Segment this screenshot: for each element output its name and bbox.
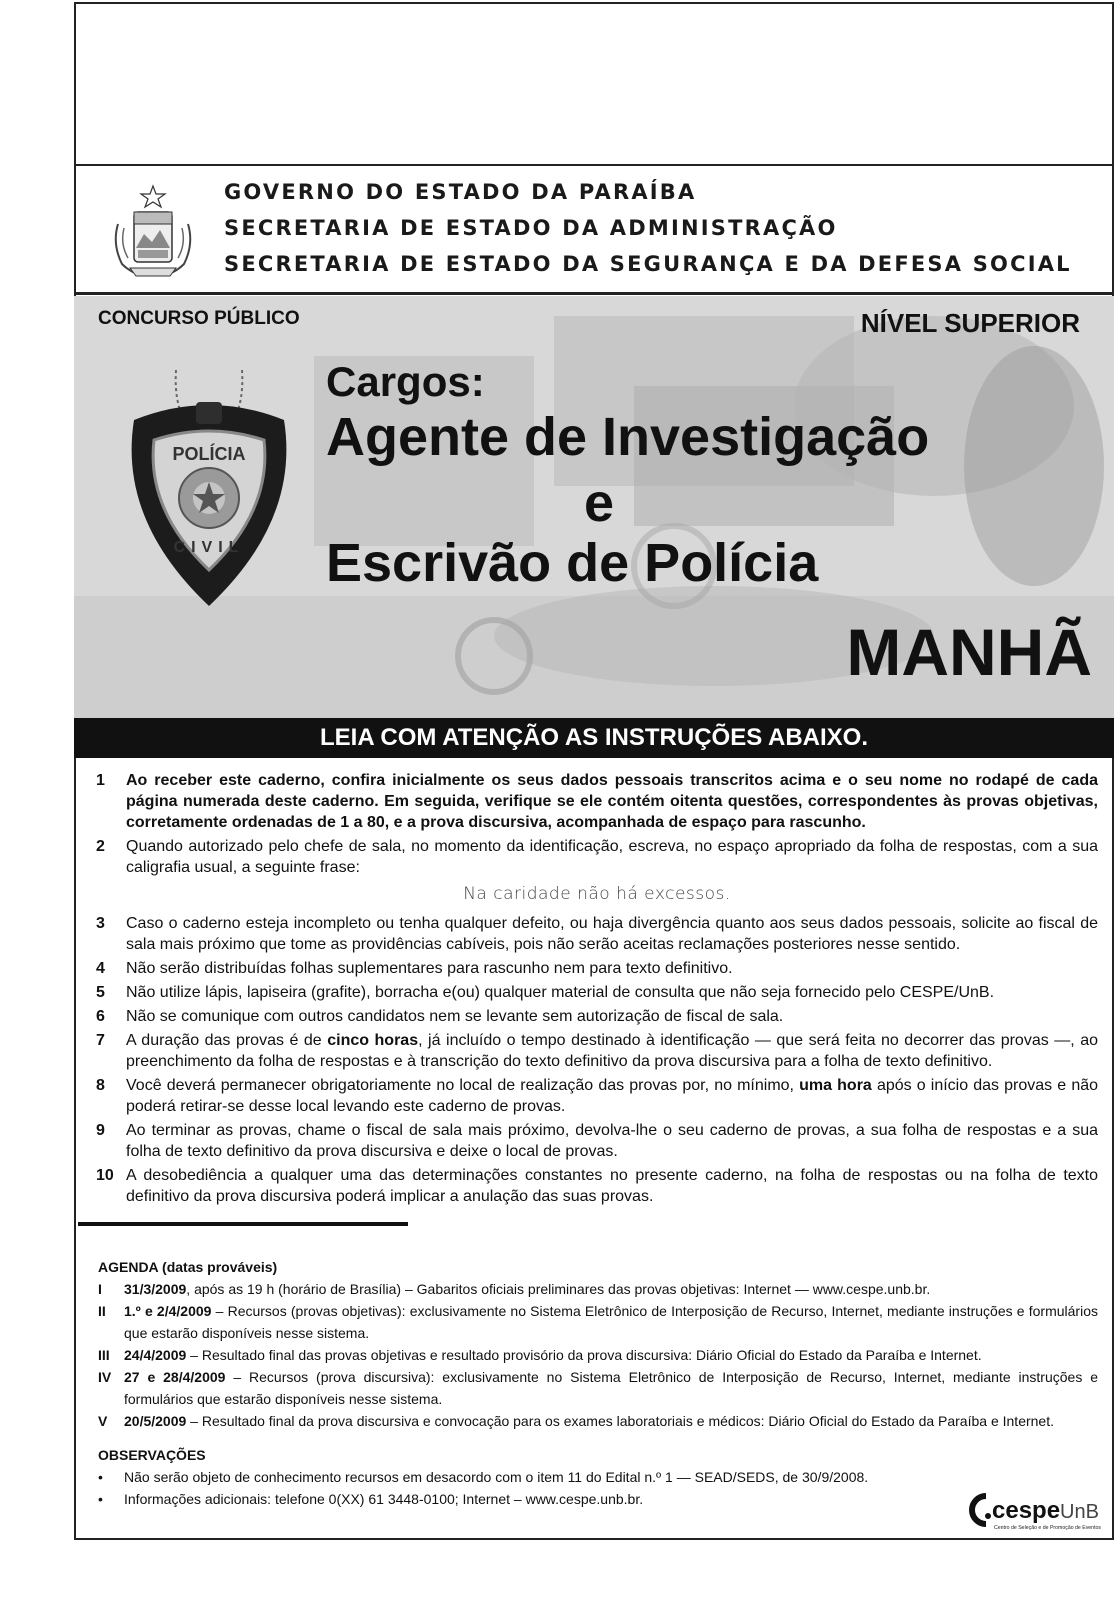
cespe-logo-name: cespe <box>992 1497 1061 1524</box>
agenda-title: AGENDA (datas prováveis) <box>98 1259 278 1275</box>
cargo-agente: Agente de Investigação <box>326 407 930 467</box>
instruction-text: Você deverá permanecer obrigatoriamente no local de realização das provas por, no mínimo, uma hora após o início das provas e não poderá retirar-se desse local levando este caderno de provas. <box>126 1077 1099 1115</box>
instruction-item: 2 Quando autorizado pelo chefe de sala, no momento da identificação, escreva, no espaço apropriado da folha de respostas, com a sua caligrafia usual, a seguinte frase: <box>96 838 1098 876</box>
agenda-row: IV 27 e 28/4/2009 – Recursos (prova discursiva): exclusivamente no Sistema Eletrônico de Interposição de Recurso, Internet, mediante instruções e formulários que estarão disponíveis nesse sistema. <box>98 1369 1099 1407</box>
instruction-text: Quando autorizado pelo chefe de sala, no momento da identificação, escreva, no espaço apropriado da folha de respostas, com a sua caligrafia usual, a seguinte frase: <box>126 838 1098 876</box>
instruction-item: 10 A desobediência a qualquer uma das determinações constantes no presente caderno, na folha de respostas ou na folha de texto definitivo da prova discursiva poderá implicar a anulação das suas provas. <box>96 1167 1098 1205</box>
cespe-logo-tagline: Centro de Seleção e de Promoção de Eventos <box>994 1525 1101 1531</box>
header-line-2: SECRETARIA DE ESTADO DA ADMINISTRAÇÃO <box>224 216 838 240</box>
cover-banner <box>74 296 1114 718</box>
instruction-text: Ao terminar as provas, chame o fiscal de sala mais próximo, devolva-lhe o seu caderno de provas, a sua folha de respostas e a sua folha de texto definitivo da prova discursiva e deixe o local de provas. <box>126 1122 1098 1160</box>
instruction-item: 6 Não se comunique com outros candidatos nem se levante sem autorização de fiscal de sala. <box>96 1006 1098 1027</box>
concurso-label: CONCURSO PÚBLICO <box>98 308 300 329</box>
agenda-section <box>98 1256 1098 1432</box>
badge-top-text: POLÍCIA <box>172 444 246 464</box>
section-divider <box>78 1222 408 1226</box>
cargo-conjunction: e <box>584 473 615 533</box>
instruction-text: Não utilize lápis, lapiseira (grafite), borracha e(ou) qualquer material de consulta que não seja fornecido pelo CESPE/UnB. <box>126 984 995 1001</box>
instruction-text: Não se comunique com outros candidatos nem se levante sem autorização de fiscal de sala. <box>126 1008 784 1025</box>
state-crest-icon <box>110 184 196 280</box>
cespe-logo <box>968 1490 1106 1532</box>
instruction-item: 4 Não serão distribuídas folhas suplementares para rascunho nem para texto definitivo. <box>96 958 1098 979</box>
observacao-item: • Informações adicionais: telefone 0(XX) 61 3448-0100; Internet – www.cespe.unb.br. <box>98 1491 644 1507</box>
observacoes-section <box>98 1444 938 1510</box>
turno-label: MANHÃ <box>846 615 1092 689</box>
instruction-item: 7 A duração das provas é de cinco horas, já incluído o tempo destinado à identificação — que será feita no decorrer das provas —, ao preenchimento da folha de respostas e à transcrição do texto definitivo da prova discursiva para a folha de texto definitivo. <box>96 1032 1098 1070</box>
badge-bottom-text: CIVIL <box>173 539 245 556</box>
observacoes-title: OBSERVAÇÕES <box>98 1447 206 1463</box>
instruction-item: 8 Você deverá permanecer obrigatoriamente no local de realização das provas por, no mínimo, uma hora após o início das provas e não poderá retirar-se desse local levando este caderno de provas. <box>96 1077 1099 1115</box>
cargo-escrivao: Escrivão de Polícia <box>326 533 819 593</box>
instruction-text: A desobediência a qualquer uma das determinações constantes no presente caderno, na folha de respostas ou na folha de texto definitivo da prova discursiva poderá implicar a anulação das suas provas. <box>126 1167 1098 1205</box>
instruction-item: 1 Ao receber este caderno, confira inicialmente os seus dados pessoais transcritos acima e o seu nome no rodapé de cada página numerada deste caderno. Em seguida, verifique se ele contém oitenta questões, correspondentes às provas objetivas, corretamente ordenadas de 1 a 80, e a prova discursiva, acompanhada de espaço para rascunho. <box>96 772 1098 831</box>
instruction-text: A duração das provas é de cinco horas, já incluído o tempo destinado à identificação — que será feita no decorrer das provas —, ao preenchimento da folha de respostas e à transcrição do texto definitivo da prova discursiva para a folha de texto definitivo. <box>126 1032 1098 1070</box>
agenda-row: I 31/3/2009, após as 19 h (horário de Brasília) – Gabaritos oficiais preliminares das provas objetivas: Internet — www.cespe.unb.br. <box>98 1281 931 1297</box>
agenda-row: II 1.º e 2/4/2009 – Recursos (provas objetivas): exclusivamente no Sistema Eletrônico de Interposição de Recurso, Internet, mediante instruções e formulários que estarão disponíveis nesse sistema. <box>98 1303 1098 1341</box>
cespe-logo-suffix: UnB <box>1060 1501 1099 1523</box>
agenda-row: III 24/4/2009 – Resultado final das provas objetivas e resultado provisório da prova discursiva: Diário Oficial do Estado da Paraíba e Internet. <box>98 1347 982 1363</box>
handwriting-phrase: Na caridade não há excessos. <box>463 884 731 904</box>
police-badge-icon <box>114 370 304 610</box>
instructions-list <box>96 770 1098 1210</box>
cargos-label: Cargos: <box>326 358 485 405</box>
agenda-row: V 20/5/2009 – Resultado final da prova discursiva e convocação para os exames laboratoriais e médicos: Diário Oficial do Estado da Paraíba e Internet. <box>98 1413 1054 1429</box>
header-line-3: SECRETARIA DE ESTADO DA SEGURANÇA E DA DEFESA SOCIAL <box>224 252 1072 276</box>
instruction-item: 3 Caso o caderno esteja incompleto ou tenha qualquer defeito, ou haja divergência quanto aos seus dados pessoais, solicite ao fiscal de sala mais próximo que tome as providências cabíveis, pois não serão aceitas reclamações posteriores nesse sentido. <box>96 915 1098 953</box>
nivel-label: NÍVEL SUPERIOR <box>860 308 1080 338</box>
instruction-item: 9 Ao terminar as provas, chame o fiscal de sala mais próximo, devolva-lhe o seu caderno de provas, a sua folha de respostas e a sua folha de texto definitivo da prova discursiva e deixe o local de provas. <box>96 1122 1098 1160</box>
header-line-1: GOVERNO DO ESTADO DA PARAÍBA <box>224 180 697 204</box>
instruction-text: Ao receber este caderno, confira inicialmente os seus dados pessoais transcritos acima e o seu nome no rodapé de cada página numerada deste caderno. Em seguida, verifique se ele contém oitenta questões, correspondentes às provas objetivas, corretamente ordenadas de 1 a 80, e a prova discursiva, acompanhada de espaço para rascunho. <box>126 772 1098 831</box>
observacao-item: • Não serão objeto de conhecimento recursos em desacordo com o item 11 do Edital n.º 1 — SEAD/SEDS, de 30/9/2008. <box>98 1469 869 1485</box>
header-bottom-rule <box>74 292 1114 295</box>
instruction-text: Caso o caderno esteja incompleto ou tenha qualquer defeito, ou haja divergência quanto aos seus dados pessoais, solicite ao fiscal de sala mais próximo que tome as providências cabíveis, pois não serão aceitas reclamações posteriores nesse sentido. <box>126 915 1098 953</box>
instructions-header: LEIA COM ATENÇÃO AS INSTRUÇÕES ABAIXO. <box>74 718 1114 758</box>
instruction-item: 5 Não utilize lápis, lapiseira (grafite), borracha e(ou) qualquer material de consulta que não seja fornecido pelo CESPE/UnB. <box>96 982 1098 1003</box>
instruction-text: Não serão distribuídas folhas suplementares para rascunho nem para texto definitivo. <box>126 960 733 977</box>
header-divider <box>74 164 1114 166</box>
